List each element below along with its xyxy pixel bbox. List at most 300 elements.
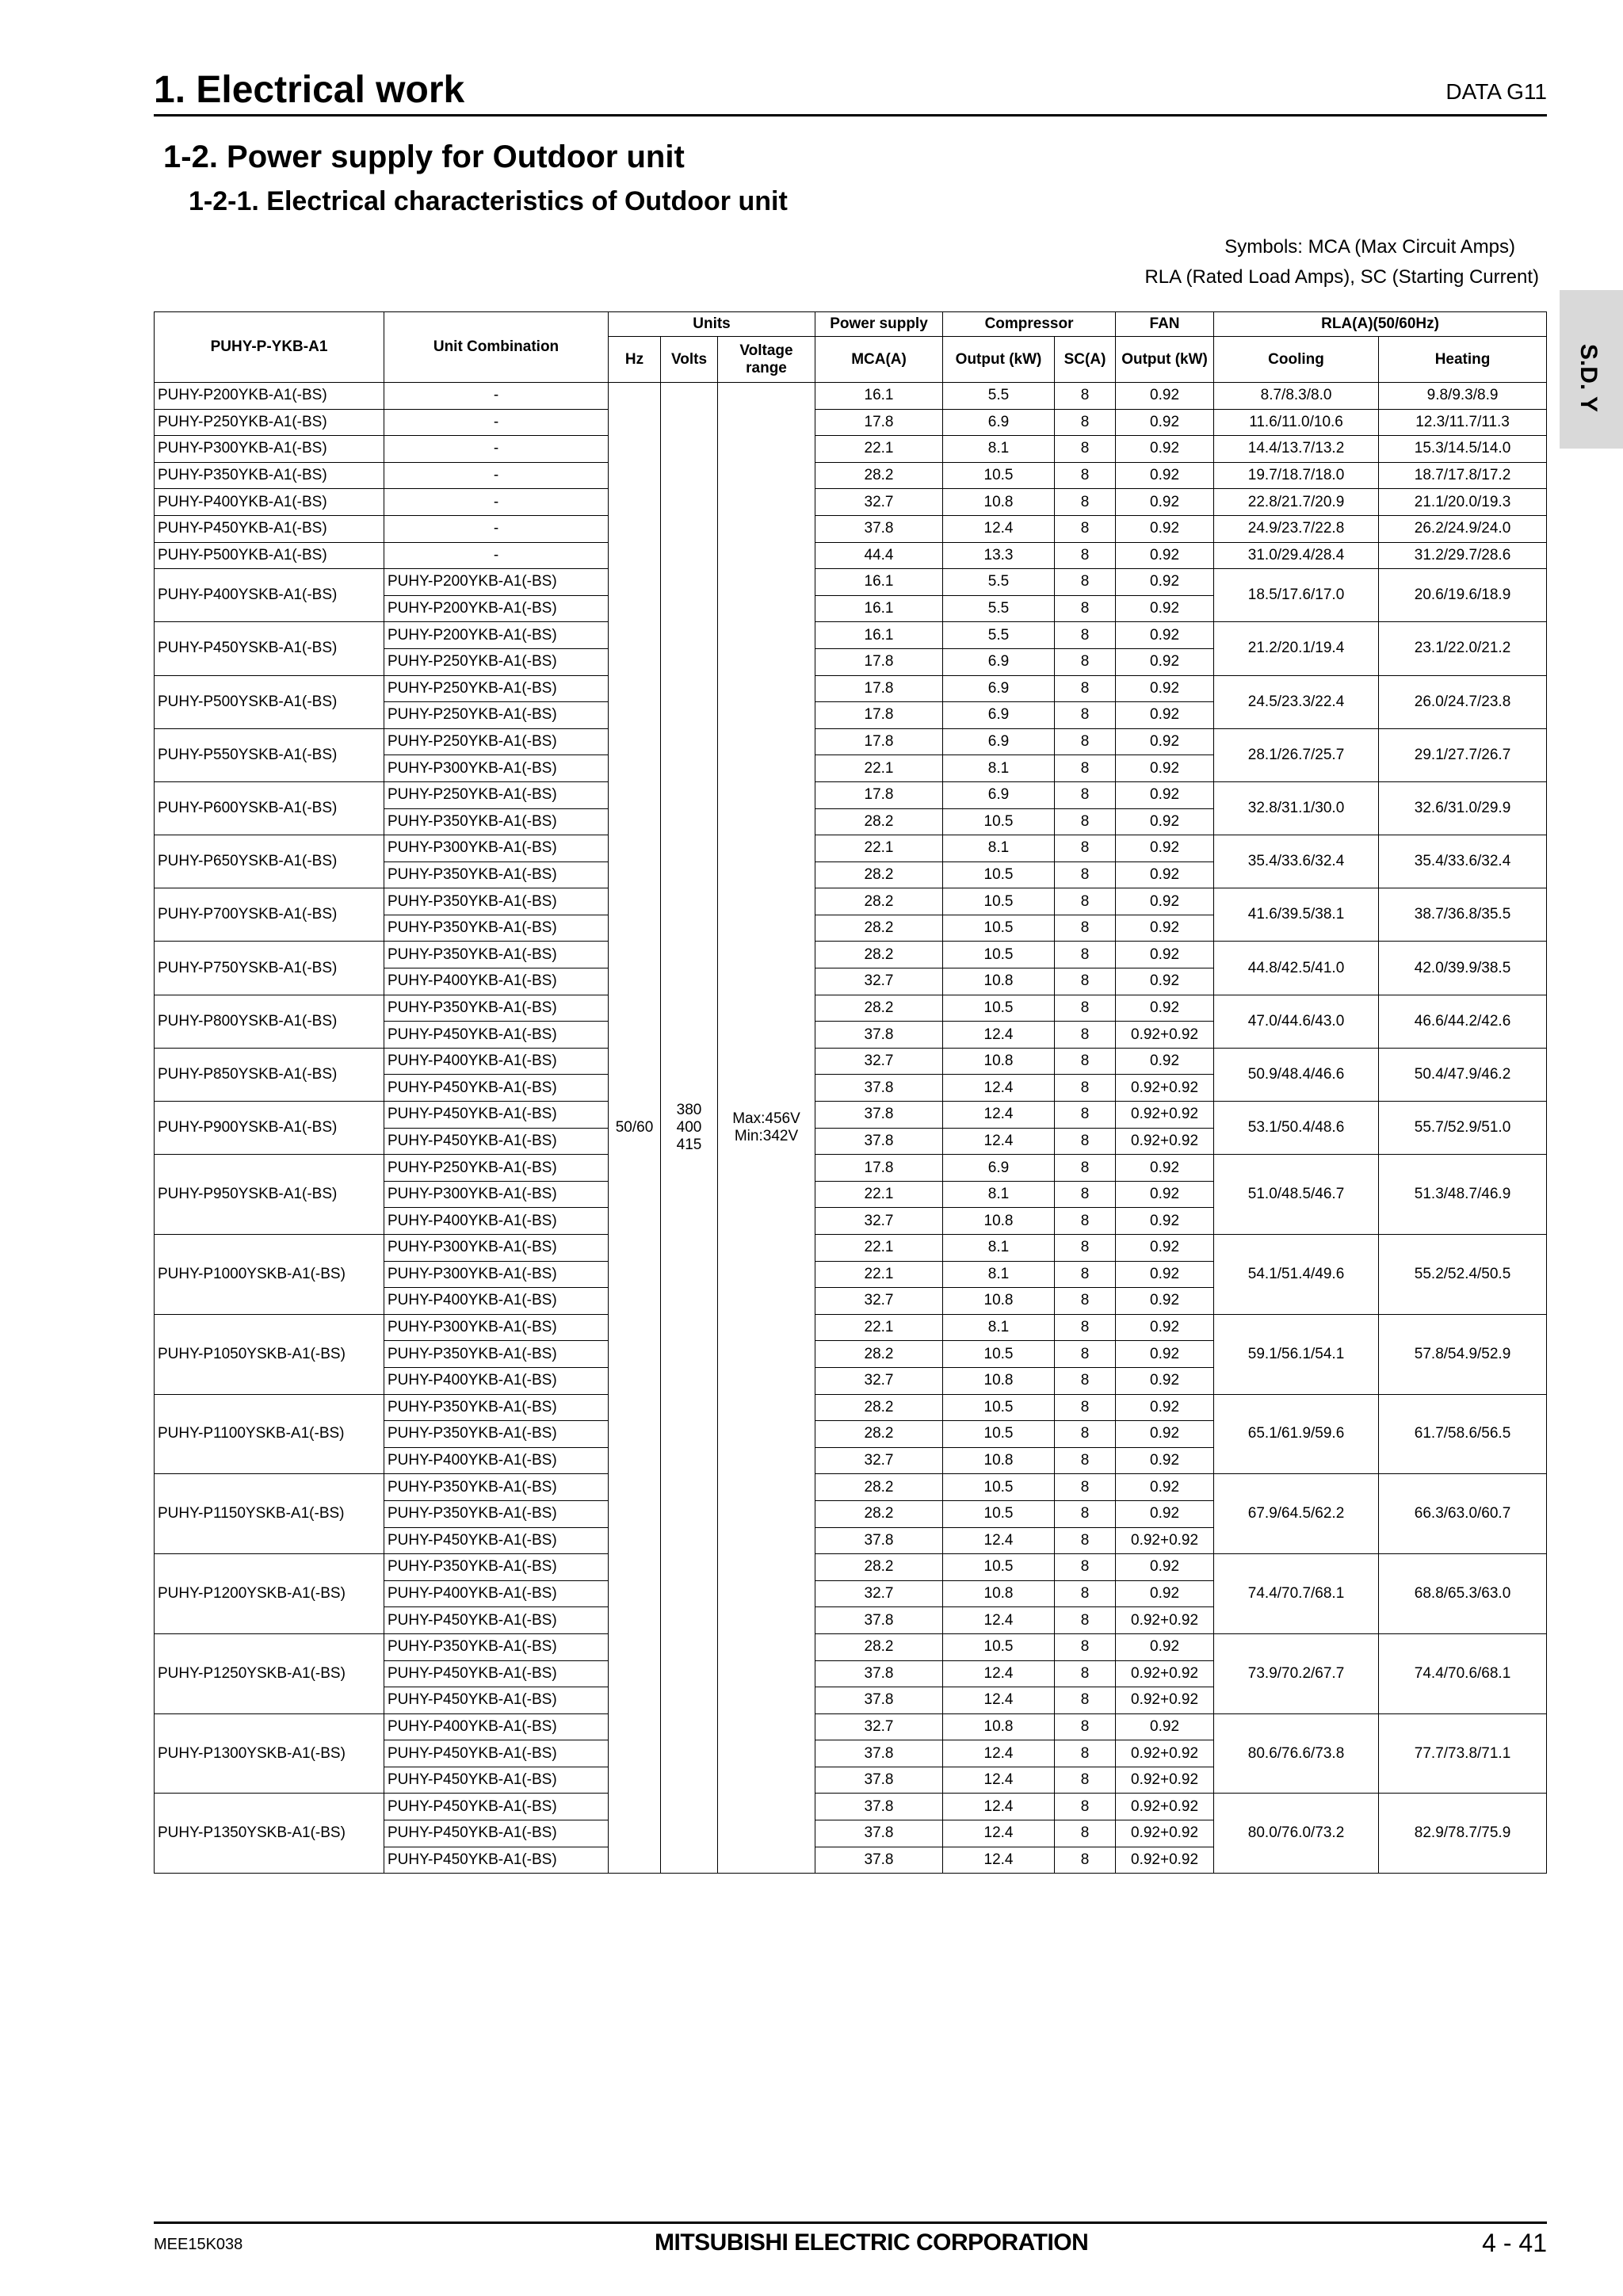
table-row — [155, 1794, 1547, 1820]
compressor-output-cell: 6.9 — [943, 781, 1055, 808]
rla-cooling-cell: 67.9/64.5/62.2 — [1214, 1474, 1379, 1554]
combination-cell: PUHY-P200YKB-A1(-BS) — [384, 569, 609, 596]
fan-output-cell: 0.92 — [1116, 1554, 1214, 1581]
fan-output-cell: 0.92 — [1116, 436, 1214, 463]
model-cell: PUHY-P400YSKB-A1(-BS) — [155, 569, 384, 622]
sc-cell: 8 — [1055, 968, 1116, 995]
sc-cell: 8 — [1055, 1155, 1116, 1182]
model-cell: PUHY-P300YKB-A1(-BS) — [155, 436, 384, 463]
mca-cell: 37.8 — [815, 515, 943, 542]
rla-heating-cell: 55.2/52.4/50.5 — [1379, 1235, 1547, 1315]
mca-cell: 37.8 — [815, 1128, 943, 1155]
rla-heating-cell: 57.8/54.9/52.9 — [1379, 1314, 1547, 1394]
compressor-output-cell: 10.8 — [943, 489, 1055, 516]
rla-cooling-cell: 35.4/33.6/32.4 — [1214, 835, 1379, 888]
combination-cell: PUHY-P450YKB-A1(-BS) — [384, 1128, 609, 1155]
compressor-output-cell: 10.5 — [943, 888, 1055, 915]
mca-cell: 17.8 — [815, 1155, 943, 1182]
compressor-output-cell: 10.8 — [943, 1048, 1055, 1075]
mca-cell: 37.8 — [815, 1767, 943, 1794]
sc-cell: 8 — [1055, 915, 1116, 942]
combination-cell: PUHY-P250YKB-A1(-BS) — [384, 781, 609, 808]
sc-cell: 8 — [1055, 1820, 1116, 1847]
combination-cell: - — [384, 489, 609, 516]
compressor-output-cell: 12.4 — [943, 1102, 1055, 1129]
mca-cell: 22.1 — [815, 835, 943, 862]
fan-output-cell: 0.92 — [1116, 515, 1214, 542]
mca-cell: 32.7 — [815, 1048, 943, 1075]
mca-cell: 28.2 — [815, 888, 943, 915]
rla-cooling-cell: 54.1/51.4/49.6 — [1214, 1235, 1379, 1315]
model-cell: PUHY-P550YSKB-A1(-BS) — [155, 728, 384, 781]
fan-output-cell: 0.92 — [1116, 861, 1214, 888]
compressor-output-cell: 5.5 — [943, 595, 1055, 622]
mca-cell: 44.4 — [815, 542, 943, 569]
header-fan: FAN — [1116, 312, 1214, 337]
rla-heating-cell: 66.3/63.0/60.7 — [1379, 1474, 1547, 1554]
rla-cooling-cell: 80.6/76.6/73.8 — [1214, 1713, 1379, 1794]
rla-heating-cell: 51.3/48.7/46.9 — [1379, 1155, 1547, 1235]
fan-output-cell: 0.92+0.92 — [1116, 1527, 1214, 1554]
model-cell: PUHY-P350YKB-A1(-BS) — [155, 462, 384, 489]
compressor-output-cell: 12.4 — [943, 1767, 1055, 1794]
mca-cell: 28.2 — [815, 995, 943, 1022]
combination-cell: PUHY-P350YKB-A1(-BS) — [384, 995, 609, 1022]
combination-cell: PUHY-P450YKB-A1(-BS) — [384, 1607, 609, 1634]
fan-output-cell: 0.92 — [1116, 968, 1214, 995]
rla-cooling-cell: 21.2/20.1/19.4 — [1214, 622, 1379, 675]
header-rule — [154, 114, 1547, 117]
symbols-line-1: Symbols: MCA (Max Circuit Amps) — [1224, 236, 1515, 258]
table-row — [155, 489, 1547, 516]
subsection-title: 1-2. Power supply for Outdoor unit — [163, 139, 685, 174]
combination-cell: PUHY-P450YKB-A1(-BS) — [384, 1527, 609, 1554]
compressor-output-cell: 10.8 — [943, 1447, 1055, 1474]
compressor-output-cell: 5.5 — [943, 622, 1055, 649]
combination-cell: PUHY-P200YKB-A1(-BS) — [384, 622, 609, 649]
compressor-output-cell: 12.4 — [943, 1660, 1055, 1687]
voltage-range-cell: Max:456V Min:342V — [718, 383, 815, 1874]
sc-cell: 8 — [1055, 1181, 1116, 1208]
rla-heating-cell: 74.4/70.6/68.1 — [1379, 1633, 1547, 1713]
mca-cell: 28.2 — [815, 808, 943, 835]
fan-output-cell: 0.92+0.92 — [1116, 1687, 1214, 1714]
rla-cooling-cell: 8.7/8.3/8.0 — [1214, 383, 1379, 410]
sc-cell: 8 — [1055, 1713, 1116, 1740]
combination-cell: - — [384, 462, 609, 489]
mca-cell: 28.2 — [815, 1633, 943, 1660]
combination-cell: PUHY-P450YKB-A1(-BS) — [384, 1847, 609, 1874]
combination-cell: PUHY-P300YKB-A1(-BS) — [384, 1261, 609, 1288]
mca-cell: 37.8 — [815, 1102, 943, 1129]
rla-heating-cell: 82.9/78.7/75.9 — [1379, 1794, 1547, 1874]
mca-cell: 28.2 — [815, 1341, 943, 1368]
sc-cell: 8 — [1055, 1102, 1116, 1129]
sc-cell: 8 — [1055, 1314, 1116, 1341]
rla-heating-cell: 20.6/19.6/18.9 — [1379, 569, 1547, 622]
sc-cell: 8 — [1055, 1075, 1116, 1102]
mca-cell: 16.1 — [815, 622, 943, 649]
table-row — [155, 436, 1547, 463]
combination-cell: PUHY-P350YKB-A1(-BS) — [384, 888, 609, 915]
model-cell: PUHY-P750YSKB-A1(-BS) — [155, 942, 384, 995]
mca-cell: 37.8 — [815, 1794, 943, 1820]
header-mca: MCA(A) — [815, 337, 943, 383]
compressor-output-cell: 6.9 — [943, 728, 1055, 755]
rla-cooling-cell: 14.4/13.7/13.2 — [1214, 436, 1379, 463]
mca-cell: 17.8 — [815, 648, 943, 675]
fan-output-cell: 0.92+0.92 — [1116, 1847, 1214, 1874]
subsubsection-title: 1-2-1. Electrical characteristics of Outdoor unit — [189, 186, 788, 216]
table-row — [155, 1394, 1547, 1421]
sc-cell: 8 — [1055, 702, 1116, 729]
fan-output-cell: 0.92 — [1116, 1394, 1214, 1421]
mca-cell: 37.8 — [815, 1022, 943, 1049]
combination-cell: - — [384, 383, 609, 410]
hz-cell: 50/60 — [609, 383, 661, 1874]
combination-cell: PUHY-P300YKB-A1(-BS) — [384, 1314, 609, 1341]
sc-cell: 8 — [1055, 1208, 1116, 1235]
table-row — [155, 995, 1547, 1022]
fan-output-cell: 0.92 — [1116, 1208, 1214, 1235]
mca-cell: 37.8 — [815, 1527, 943, 1554]
fan-output-cell: 0.92 — [1116, 1155, 1214, 1182]
fan-output-cell: 0.92+0.92 — [1116, 1660, 1214, 1687]
model-cell: PUHY-P1100YSKB-A1(-BS) — [155, 1394, 384, 1474]
rla-cooling-cell: 24.9/23.7/22.8 — [1214, 515, 1379, 542]
header-heating: Heating — [1379, 337, 1547, 383]
fan-output-cell: 0.92 — [1116, 1633, 1214, 1660]
combination-cell: PUHY-P250YKB-A1(-BS) — [384, 1155, 609, 1182]
fan-output-cell: 0.92 — [1116, 595, 1214, 622]
sc-cell: 8 — [1055, 1474, 1116, 1501]
mca-cell: 17.8 — [815, 675, 943, 702]
rla-cooling-cell: 19.7/18.7/18.0 — [1214, 462, 1379, 489]
fan-output-cell: 0.92+0.92 — [1116, 1767, 1214, 1794]
mca-cell: 37.8 — [815, 1660, 943, 1687]
sc-cell: 8 — [1055, 1633, 1116, 1660]
sc-cell: 8 — [1055, 1580, 1116, 1607]
sc-cell: 8 — [1055, 1048, 1116, 1075]
mca-cell: 32.7 — [815, 1713, 943, 1740]
model-cell: PUHY-P200YKB-A1(-BS) — [155, 383, 384, 410]
combination-cell: PUHY-P450YKB-A1(-BS) — [384, 1794, 609, 1820]
company-name: MITSUBISHI ELECTRIC CORPORATION — [655, 2229, 1089, 2256]
model-cell: PUHY-P1050YSKB-A1(-BS) — [155, 1314, 384, 1394]
rla-cooling-cell: 50.9/48.4/46.6 — [1214, 1048, 1379, 1101]
sc-cell: 8 — [1055, 1261, 1116, 1288]
rla-heating-cell: 68.8/65.3/63.0 — [1379, 1554, 1547, 1634]
sc-cell: 8 — [1055, 755, 1116, 782]
compressor-output-cell: 10.8 — [943, 968, 1055, 995]
rla-cooling-cell: 53.1/50.4/48.6 — [1214, 1102, 1379, 1155]
table-row — [155, 515, 1547, 542]
mca-cell: 22.1 — [815, 1181, 943, 1208]
compressor-output-cell: 12.4 — [943, 1820, 1055, 1847]
mca-cell: 32.7 — [815, 1208, 943, 1235]
combination-cell: PUHY-P450YKB-A1(-BS) — [384, 1022, 609, 1049]
rla-heating-cell: 31.2/29.7/28.6 — [1379, 542, 1547, 569]
sc-cell: 8 — [1055, 995, 1116, 1022]
combination-cell: PUHY-P250YKB-A1(-BS) — [384, 675, 609, 702]
fan-output-cell: 0.92 — [1116, 462, 1214, 489]
fan-output-cell: 0.92 — [1116, 808, 1214, 835]
rla-cooling-cell: 32.8/31.1/30.0 — [1214, 781, 1379, 835]
fan-output-cell: 0.92 — [1116, 702, 1214, 729]
fan-output-cell: 0.92 — [1116, 728, 1214, 755]
compressor-output-cell: 12.4 — [943, 1075, 1055, 1102]
header-output-kw: Output (kW) — [943, 337, 1055, 383]
rla-cooling-cell: 74.4/70.7/68.1 — [1214, 1554, 1379, 1634]
combination-cell: PUHY-P450YKB-A1(-BS) — [384, 1767, 609, 1794]
rla-cooling-cell: 59.1/56.1/54.1 — [1214, 1314, 1379, 1394]
mca-cell: 37.8 — [815, 1075, 943, 1102]
compressor-output-cell: 10.5 — [943, 1500, 1055, 1527]
combination-cell: PUHY-P400YKB-A1(-BS) — [384, 968, 609, 995]
fan-output-cell: 0.92 — [1116, 1474, 1214, 1501]
header-rla: RLA(A)(50/60Hz) — [1214, 312, 1547, 337]
sc-cell: 8 — [1055, 1660, 1116, 1687]
combination-cell: PUHY-P450YKB-A1(-BS) — [384, 1740, 609, 1767]
sc-cell: 8 — [1055, 1447, 1116, 1474]
sc-cell: 8 — [1055, 861, 1116, 888]
fan-output-cell: 0.92 — [1116, 1288, 1214, 1315]
model-cell: PUHY-P1300YSKB-A1(-BS) — [155, 1713, 384, 1794]
combination-cell: PUHY-P350YKB-A1(-BS) — [384, 942, 609, 968]
compressor-output-cell: 12.4 — [943, 1607, 1055, 1634]
header-compressor: Compressor — [943, 312, 1116, 337]
sc-cell: 8 — [1055, 675, 1116, 702]
combination-cell: PUHY-P350YKB-A1(-BS) — [384, 808, 609, 835]
table-row — [155, 1633, 1547, 1660]
table-row — [155, 409, 1547, 436]
model-cell: PUHY-P1350YSKB-A1(-BS) — [155, 1794, 384, 1874]
mca-cell: 37.8 — [815, 1607, 943, 1634]
combination-cell: PUHY-P400YKB-A1(-BS) — [384, 1447, 609, 1474]
compressor-output-cell: 12.4 — [943, 1527, 1055, 1554]
sc-cell: 8 — [1055, 1500, 1116, 1527]
sc-cell: 8 — [1055, 942, 1116, 968]
table-row — [155, 1474, 1547, 1501]
mca-cell: 32.7 — [815, 1367, 943, 1394]
rla-heating-cell: 18.7/17.8/17.2 — [1379, 462, 1547, 489]
compressor-output-cell: 8.1 — [943, 835, 1055, 862]
fan-output-cell: 0.92+0.92 — [1116, 1075, 1214, 1102]
rla-cooling-cell: 65.1/61.9/59.6 — [1214, 1394, 1379, 1474]
rla-cooling-cell: 51.0/48.5/46.7 — [1214, 1155, 1379, 1235]
mca-cell: 28.2 — [815, 1554, 943, 1581]
fan-output-cell: 0.92 — [1116, 942, 1214, 968]
mca-cell: 32.7 — [815, 1288, 943, 1315]
compressor-output-cell: 10.8 — [943, 1580, 1055, 1607]
compressor-output-cell: 12.4 — [943, 1687, 1055, 1714]
fan-output-cell: 0.92 — [1116, 569, 1214, 596]
side-tab[interactable] — [1560, 290, 1623, 449]
table-row — [155, 728, 1547, 755]
fan-output-cell: 0.92 — [1116, 995, 1214, 1022]
sc-cell: 8 — [1055, 835, 1116, 862]
table-row — [155, 888, 1547, 915]
page-number: 4 - 41 — [1482, 2229, 1547, 2257]
compressor-output-cell: 10.5 — [943, 808, 1055, 835]
combination-cell: PUHY-P250YKB-A1(-BS) — [384, 702, 609, 729]
model-cell: PUHY-P1200YSKB-A1(-BS) — [155, 1554, 384, 1634]
combination-cell: PUHY-P350YKB-A1(-BS) — [384, 1421, 609, 1448]
sc-cell: 8 — [1055, 1527, 1116, 1554]
header-hz: Hz — [609, 337, 661, 383]
compressor-output-cell: 10.8 — [943, 1208, 1055, 1235]
combination-cell: PUHY-P400YKB-A1(-BS) — [384, 1208, 609, 1235]
compressor-output-cell: 10.5 — [943, 861, 1055, 888]
compressor-output-cell: 6.9 — [943, 1155, 1055, 1182]
model-cell: PUHY-P1250YSKB-A1(-BS) — [155, 1633, 384, 1713]
compressor-output-cell: 12.4 — [943, 1128, 1055, 1155]
compressor-output-cell: 12.4 — [943, 1740, 1055, 1767]
fan-output-cell: 0.92 — [1116, 542, 1214, 569]
header-model: PUHY-P-YKB-A1 — [155, 312, 384, 383]
compressor-output-cell: 10.5 — [943, 1421, 1055, 1448]
rla-cooling-cell: 41.6/39.5/38.1 — [1214, 888, 1379, 942]
mca-cell: 16.1 — [815, 383, 943, 410]
model-cell: PUHY-P600YSKB-A1(-BS) — [155, 781, 384, 835]
combination-cell: PUHY-P350YKB-A1(-BS) — [384, 1341, 609, 1368]
header-voltage-range: Voltage range — [718, 337, 815, 383]
electrical-characteristics-table — [154, 311, 1547, 1874]
combination-cell: PUHY-P300YKB-A1(-BS) — [384, 755, 609, 782]
fan-output-cell: 0.92 — [1116, 755, 1214, 782]
sc-cell: 8 — [1055, 436, 1116, 463]
sc-cell: 8 — [1055, 1235, 1116, 1262]
compressor-output-cell: 12.4 — [943, 1847, 1055, 1874]
table-row — [155, 1314, 1547, 1341]
combination-cell: PUHY-P450YKB-A1(-BS) — [384, 1820, 609, 1847]
sc-cell: 8 — [1055, 1128, 1116, 1155]
compressor-output-cell: 10.5 — [943, 1633, 1055, 1660]
combination-cell: PUHY-P350YKB-A1(-BS) — [384, 1554, 609, 1581]
sc-cell: 8 — [1055, 1847, 1116, 1874]
combination-cell: PUHY-P400YKB-A1(-BS) — [384, 1580, 609, 1607]
sc-cell: 8 — [1055, 1341, 1116, 1368]
table-row — [155, 1554, 1547, 1581]
combination-cell: PUHY-P300YKB-A1(-BS) — [384, 835, 609, 862]
rla-heating-cell: 23.1/22.0/21.2 — [1379, 622, 1547, 675]
fan-output-cell: 0.92+0.92 — [1116, 1022, 1214, 1049]
combination-cell: PUHY-P200YKB-A1(-BS) — [384, 595, 609, 622]
compressor-output-cell: 12.4 — [943, 1794, 1055, 1820]
mca-cell: 22.1 — [815, 1314, 943, 1341]
mca-cell: 28.2 — [815, 915, 943, 942]
header-combination: Unit Combination — [384, 312, 609, 383]
compressor-output-cell: 5.5 — [943, 383, 1055, 410]
model-cell: PUHY-P800YSKB-A1(-BS) — [155, 995, 384, 1048]
table-row — [155, 835, 1547, 862]
sc-cell: 8 — [1055, 1687, 1116, 1714]
sc-cell: 8 — [1055, 489, 1116, 516]
fan-output-cell: 0.92 — [1116, 1421, 1214, 1448]
table-body — [155, 383, 1547, 1874]
sc-cell: 8 — [1055, 622, 1116, 649]
header-fan-output: Output (kW) — [1116, 337, 1214, 383]
combination-cell: PUHY-P450YKB-A1(-BS) — [384, 1660, 609, 1687]
fan-output-cell: 0.92 — [1116, 675, 1214, 702]
compressor-output-cell: 10.5 — [943, 1394, 1055, 1421]
rla-cooling-cell: 44.8/42.5/41.0 — [1214, 942, 1379, 995]
sc-cell: 8 — [1055, 781, 1116, 808]
rla-cooling-cell: 31.0/29.4/28.4 — [1214, 542, 1379, 569]
fan-output-cell: 0.92+0.92 — [1116, 1128, 1214, 1155]
rla-cooling-cell: 24.5/23.3/22.4 — [1214, 675, 1379, 728]
compressor-output-cell: 10.8 — [943, 1288, 1055, 1315]
compressor-output-cell: 12.4 — [943, 515, 1055, 542]
rla-heating-cell: 26.2/24.9/24.0 — [1379, 515, 1547, 542]
mca-cell: 22.1 — [815, 755, 943, 782]
sc-cell: 8 — [1055, 1394, 1116, 1421]
header-units: Units — [609, 312, 815, 337]
model-cell: PUHY-P500YKB-A1(-BS) — [155, 542, 384, 569]
fan-output-cell: 0.92 — [1116, 835, 1214, 862]
footer-rule — [154, 2222, 1547, 2224]
fan-output-cell: 0.92 — [1116, 489, 1214, 516]
mca-cell: 32.7 — [815, 1580, 943, 1607]
model-cell: PUHY-P700YSKB-A1(-BS) — [155, 888, 384, 942]
mca-cell: 17.8 — [815, 702, 943, 729]
header-power-supply: Power supply — [815, 312, 943, 337]
volts-cell: 380 400 415 — [661, 383, 718, 1874]
compressor-output-cell: 8.1 — [943, 1314, 1055, 1341]
rla-cooling-cell: 80.0/76.0/73.2 — [1214, 1794, 1379, 1874]
mca-cell: 37.8 — [815, 1687, 943, 1714]
combination-cell: PUHY-P400YKB-A1(-BS) — [384, 1713, 609, 1740]
table-row — [155, 569, 1547, 596]
document-code: MEE15K038 — [154, 2236, 243, 2253]
rla-heating-cell: 9.8/9.3/8.9 — [1379, 383, 1547, 410]
mca-cell: 28.2 — [815, 861, 943, 888]
mca-cell: 22.1 — [815, 436, 943, 463]
mca-cell: 17.8 — [815, 409, 943, 436]
rla-cooling-cell: 11.6/11.0/10.6 — [1214, 409, 1379, 436]
sc-cell: 8 — [1055, 542, 1116, 569]
rla-heating-cell: 29.1/27.7/26.7 — [1379, 728, 1547, 781]
compressor-output-cell: 10.5 — [943, 1554, 1055, 1581]
combination-cell: PUHY-P350YKB-A1(-BS) — [384, 1394, 609, 1421]
combination-cell: PUHY-P250YKB-A1(-BS) — [384, 648, 609, 675]
header-volts: Volts — [661, 337, 718, 383]
rla-heating-cell: 21.1/20.0/19.3 — [1379, 489, 1547, 516]
table-row — [155, 1155, 1547, 1182]
compressor-output-cell: 6.9 — [943, 675, 1055, 702]
rla-heating-cell: 61.7/58.6/56.5 — [1379, 1394, 1547, 1474]
model-cell: PUHY-P250YKB-A1(-BS) — [155, 409, 384, 436]
fan-output-cell: 0.92 — [1116, 383, 1214, 410]
rla-cooling-cell: 18.5/17.6/17.0 — [1214, 569, 1379, 622]
header-sc: SC(A) — [1055, 337, 1116, 383]
data-reference: DATA G11 — [1445, 79, 1547, 104]
combination-cell: PUHY-P400YKB-A1(-BS) — [384, 1048, 609, 1075]
sc-cell: 8 — [1055, 1767, 1116, 1794]
mca-cell: 37.8 — [815, 1740, 943, 1767]
mca-cell: 28.2 — [815, 462, 943, 489]
mca-cell: 32.7 — [815, 489, 943, 516]
fan-output-cell: 0.92+0.92 — [1116, 1740, 1214, 1767]
combination-cell: PUHY-P350YKB-A1(-BS) — [384, 861, 609, 888]
compressor-output-cell: 8.1 — [943, 755, 1055, 782]
fan-output-cell: 0.92 — [1116, 622, 1214, 649]
mca-cell: 17.8 — [815, 728, 943, 755]
rla-cooling-cell: 28.1/26.7/25.7 — [1214, 728, 1379, 781]
sc-cell: 8 — [1055, 409, 1116, 436]
fan-output-cell: 0.92 — [1116, 1235, 1214, 1262]
model-cell: PUHY-P1000YSKB-A1(-BS) — [155, 1235, 384, 1315]
